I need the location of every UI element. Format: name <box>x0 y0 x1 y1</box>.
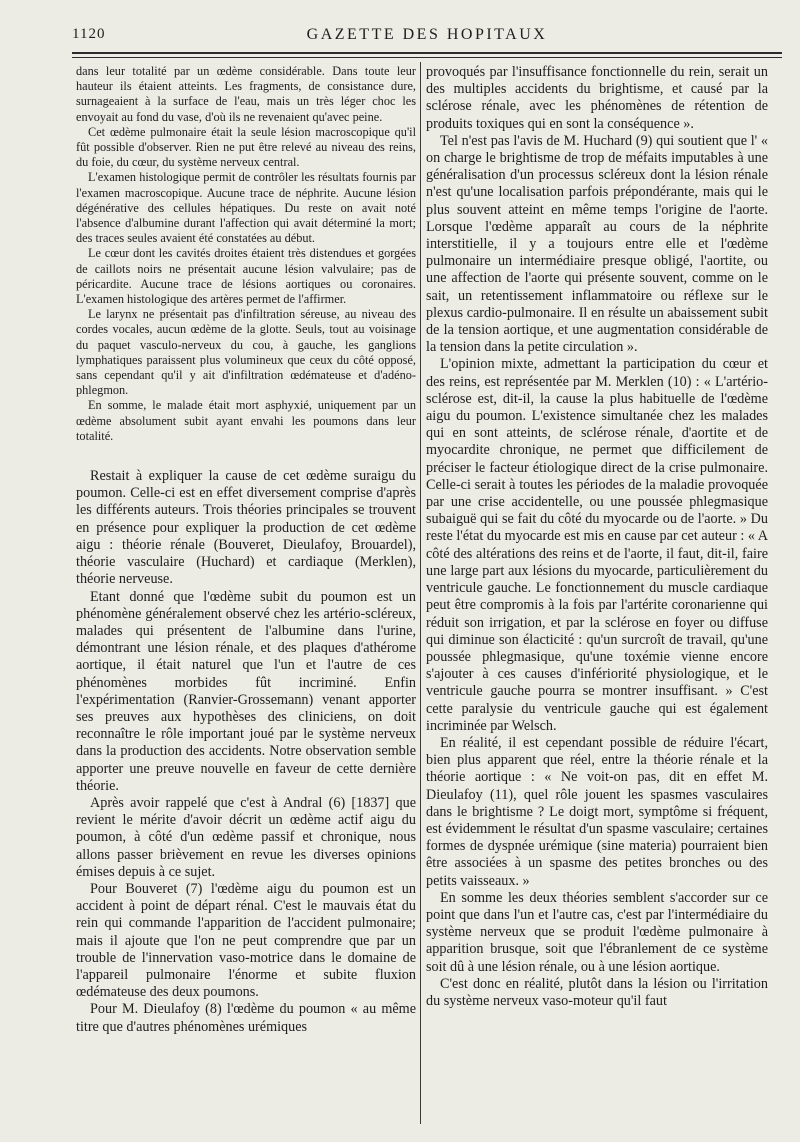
paragraph: Cet œdème pulmonaire était la seule lésion macroscopique qu'il fût possible d'observer. Rien ne put être relevé au niveau des reins, du foie, du cœur, du système nerveux central. <box>76 124 416 170</box>
paragraph: L'opinion mixte, admettant la participation du cœur et des reins, est représentée par M. Merklen (10) : « L'artério-sclérose est, dit-il, la cause la plus habituelle de l'œdème aigu du poumon. L'existence simultanée chez les malades qui en sont atteints, de sclérose rénale, d'aortite et de myocardite chronique, ne permet que difficilement de préciser le facteur étiologique direct de la crise pulmonaire. Celle-ci serait à toutes les périodes de la maladie provoquée par une crise accidentelle, ou une poussée phlegmasique subaiguë qui se fait du côté du myocarde ou de l'aorte. » Du reste l'état du myocarde est mis en cause par cet auteur : « A côté des altérations des reins et de l'aorte, il faut, dit-il, faire une large part aux lésions du myocarde, particulièrement du ventricule gauche. Le fonctionnement du muscle cardiaque peut être compromis à la fois par l'artérite coronarienne qui réduit son irrigation, et par la sclérose en foyer ou diffuse qui diminue son élacticité : qu'un surcroît de travail, qu'une poussée phlegmasique, qu'une toxémie vienne encore s'ajouter à ces causes d'infériorité physiologique, et le ventricule gauche pourra se montrer insuffisant. » C'est cette paralysie du ventricule gauche qui est également incriminée par Welsch. <box>426 356 768 734</box>
paragraph: Tel n'est pas l'avis de M. Huchard (9) qui soutient que l' « on charge le brightisme de trop de méfaits imputables à une généralisation d'un processus scléreux dont la lésion rénale n'est qu'une localisation parfois prépondérante, mais qui le plus souvent atteint en même temps l'origine de l'aorte. Lorsque l'œdème apparaît au cours de la néphrite interstitielle, il y a toujours entre elle et l'œdème pulmonaire un intermédiaire presque obligé, l'aortite, ou une affection de l'aorte qui présente souvent, comme on le sait, un retentissement inflammatoire ou réflexe sur le plexus cardio-pulmonaire. Il en résulte un abaissement subit de la tension aortique, et une augmentation considérable de la tension dans la petite circulation ». <box>426 132 768 356</box>
paragraph: En somme, le malade était mort asphyxié, uniquement par un œdème absolument subit ayant envahi les poumons dans leur totalité. <box>76 398 416 443</box>
page-number: 1120 <box>72 26 106 42</box>
header-rule-thin <box>72 57 782 58</box>
paragraph: Restait à expliquer la cause de cet œdème suraigu du poumon. Celle-ci est en effet diversement comprise d'après les différents auteurs. Trois théories principales se trouvent en présence pour expliquer la production de cet œdème aigu : théorie rénale (Bouveret, Dieulafoy, Brouardel), théorie vasculaire (Huchard) et cardiaque (Merklen), théorie nerveuse. <box>76 468 416 588</box>
left-column <box>76 64 416 1036</box>
paragraph: Pour M. Dieulafoy (8) l'œdème du poumon « au même titre que d'autres phénomènes urémiques <box>76 1001 416 1035</box>
paragraph: Etant donné que l'œdème subit du poumon est un phénomène généralement observé chez les artério-scléreux, malades qui présentent de l'albumine dans l'urine, démontrant une lésion rénale, et des plaques d'athérome aortique, il était naturel que l'un et l'autre de ces phénomènes morbides fût incriminé. Enfin l'expérimentation (Ranvier-Grossemann) venant apporter ses preuves aux hypothèses des cliniciens, on doit reconnaître le rôle important joué par le système nerveux dans la production des accidents. Notre observation semble apporter une preuve nouvelle en faveur de cette dernière théorie. <box>76 588 416 794</box>
paragraph: provoqués par l'insuffisance fonctionnelle du rein, serait un des multiples accidents du brightisme, et causé par la sclérose rénale, avec les phénomènes de rétention de produits toxiques qui en sont la conséquence ». <box>426 64 768 132</box>
header-rule <box>72 52 782 54</box>
paragraph: dans leur totalité par un œdème considérable. Dans toute leur hauteur ils étaient atteints. Les fragments, de consistance dure, surnageaient à la surface de l'eau, mais un très léger choc les envoyait au fond du vase, d'où ils ne revenaient qu'avec peine. <box>76 64 416 124</box>
discussion-section <box>76 468 416 1036</box>
paragraph: Le cœur dont les cavités droites étaient très distendues et gorgées de caillots noirs ne présentait aucune lésion valvulaire; pas de péricardite. Aucune trace de lésions aortiques ou coronaires. L'examen histologique des artères permet de l'affirmer. <box>76 246 416 307</box>
column-divider <box>420 62 421 1124</box>
paragraph: En réalité, il est cependant possible de réduire l'écart, bien plus apparent que réel, entre la théorie rénale et la théorie aortique : « Ne voit-on pas, dit en effet M. Dieulafoy (11), quel rôle jouent les spasmes vasculaires dans le brightisme ? Le doigt mort, symptôme si fréquent, est évidemment le résultat d'un spasme vasculaire; certaines formes de dyspnée urémique (sine materia) pourraient bien être associées à un spasme des petites bronches ou des petits vaisseaux. » <box>426 734 768 889</box>
paragraph: Le larynx ne présentait pas d'infiltration séreuse, au niveau des cordes vocales, aucun œdème de la glotte. Seuls, tout au voisinage du paquet vasculo-nerveux du cou, à gauche, les ganglions lymphatiques paraissent plus volumineux que ceux du côté opposé, sans cependant qu'il y ait d'infiltration œdémateuse et d'adéno-phlegmon. <box>76 307 416 398</box>
paragraph: Après avoir rappelé que c'est à Andral (6) [1837] que revient le mérite d'avoir décrit un œdème actif aigu du poumon, à côté d'un œdème passif et chronique, nous allons passer brièvement en revue les diverses opinions émises depuis à ce sujet. <box>76 794 416 880</box>
paragraph: En somme les deux théories semblent s'accorder sur ce point que dans l'un et l'autre cas, c'est par l'intermédiaire du système nerveux que se produit l'œdème pulmonaire à apparition brusque, soit que l'ébranlement de ce système soit dû à une lésion rénale, ou à une lésion aortique. <box>426 889 768 975</box>
section-gap <box>76 444 416 468</box>
paragraph: Pour Bouveret (7) l'œdème aigu du poumon est un accident à point de départ rénal. C'est le mauvais état du rein qui commande l'apparition de l'accident pulmonaire; mais il ajoute que l'on ne peut comprendre que par un trouble de l'innervation vaso-motrice dans le domaine de l'appareil pulmonaire l'énorme et subite fluxion œdémateuse des deux poumons. <box>76 880 416 1001</box>
paragraph: L'examen histologique permit de contrôler les résultats fournis par l'examen macroscopique. Aucune trace de néphrite. Aucune lésion dégénérative des cellules hépatiques. Du reste on avait noté l'absence d'albumine durant l'affection qui avait déterminé la mort; des traces seules avaient été constatées au début. <box>76 170 416 246</box>
page-header <box>72 22 782 50</box>
paragraph: C'est donc en réalité, plutôt dans la lésion ou l'irritation du système nerveux vaso-moteur qu'il faut <box>426 975 768 1009</box>
right-column <box>426 64 768 1010</box>
case-report-section <box>76 64 416 444</box>
journal-title: GAZETTE DES HOPITAUX <box>306 26 548 43</box>
